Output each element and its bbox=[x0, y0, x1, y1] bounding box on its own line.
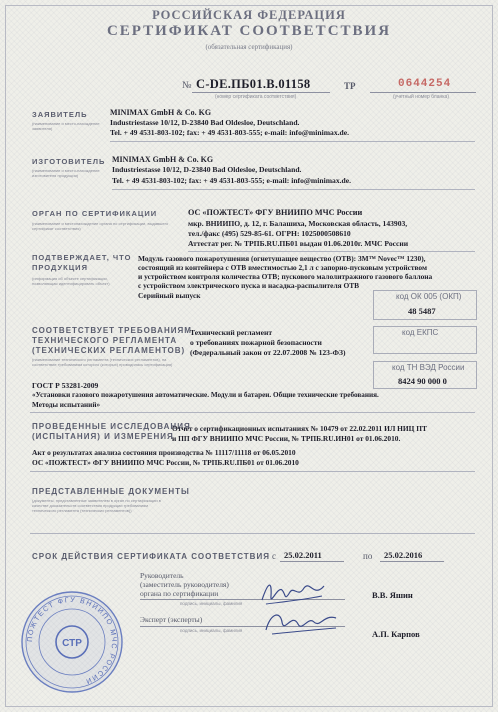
cert-body-accreditation: Аттестат рег. № ТРПБ.RU.ПБ01 выдан 01.06.2010г. МЧС России bbox=[188, 239, 409, 248]
cert-body-label: ОРГАН ПО СЕРТИФИКАЦИИ bbox=[32, 209, 158, 218]
product-serial-production: Серийный выпуск bbox=[138, 291, 201, 300]
tests-label-1: ПРОВЕДЕННЫЕ ИССЛЕДОВАНИЯ bbox=[32, 422, 191, 431]
conformity-caption: (наименование технического регламента (технических регламентов), на соответствие требованиям которого (которых) проводилась сертификация) bbox=[32, 357, 173, 367]
product-line-2: состоящий из контейнера с ОТВ вместимостью 2,1 л с запорно-пусковым устройством bbox=[138, 263, 428, 272]
tnved-code-box bbox=[373, 361, 477, 389]
cert-body-caption: (наименование и местонахождение органа по сертификации, выдавшего сертификат соответствия) bbox=[32, 221, 169, 231]
header-country: РОССИЙСКАЯ ФЕДЕРАЦИЯ bbox=[152, 8, 346, 22]
manufacturer-contacts: Tel. + 49 4531-803-102; fax: + 49 4531-803-555; e-mail: info@minimax.de. bbox=[112, 176, 352, 185]
product-line-1: Модуль газового пожаротушения (огнетушащее вещество (ОТВ): 3M™ Novec™ 1230), bbox=[138, 254, 426, 263]
serial-caption: (учетный номер бланка) bbox=[393, 94, 449, 100]
tnved-code-label: код ТН ВЭД России bbox=[392, 363, 465, 372]
product-label-1: ПОДТВЕРЖДАЕТ, ЧТО bbox=[32, 253, 132, 262]
product-caption: (информация об объекте сертификации, позволяющая идентифицировать объект) bbox=[32, 276, 110, 286]
cert-body-name: ОС «ПОЖТЕСТ» ФГУ ВНИИПО МЧС России bbox=[188, 208, 363, 217]
production-act-line-2: ОС «ПОЖТЕСТ» ФГУ ВНИИПО МЧС России, № ТРПБ.RU.ПБ01 от 01.06.2010 bbox=[32, 458, 299, 467]
header-subtitle: (обязательная сертификация) bbox=[205, 43, 293, 51]
validity-from-word: с bbox=[272, 551, 276, 561]
applicant-name: MINIMAX GmbH & Co. KG bbox=[110, 108, 212, 117]
manufacturer-address: Industriestasse 10/12, D-23840 Bad Oldesloe, Deutschland. bbox=[112, 165, 302, 174]
gost-description-2: Методы испытаний» bbox=[32, 401, 101, 409]
okp-code-value: 48 5487 bbox=[408, 306, 436, 316]
blank-serial-number: 0644254 bbox=[398, 78, 452, 90]
expert-name: А.П. Карпов bbox=[372, 629, 420, 639]
cert-body-phone: тел./факс (495) 529-85-61. ОГРН: 1025000508610 bbox=[188, 229, 351, 238]
head-title-2: (заместитель руководителя) bbox=[140, 580, 229, 589]
conformity-label-1: СООТВЕТСТВУЕТ ТРЕБОВАНИЯМ bbox=[32, 326, 192, 335]
applicant-address: Industriestasse 10/12, D-23840 Bad Oldesloe, Deutschland. bbox=[110, 118, 300, 127]
conformity-label-2: ТЕХНИЧЕСКОГО РЕГЛАМЕНТА bbox=[32, 336, 178, 345]
header-title: СЕРТИФИКАТ СООТВЕТСТВИЯ bbox=[106, 23, 392, 39]
applicant-contacts: Tel. + 49 4531-803-102; fax: + 49 4531-803-555; e-mail: info@minimax.de. bbox=[110, 128, 350, 137]
product-line-4: с устройством электрического пуска и насадка-распылителя ОТВ bbox=[138, 281, 360, 290]
gost-standard: ГОСТ Р 53281-2009 bbox=[32, 381, 99, 390]
manufacturer-name: MINIMAX GmbH & Co. KG bbox=[112, 155, 214, 164]
cert-body-address: мкр. ВНИИПО, д. 12, г. Балашиха, Московская область, 143903, bbox=[188, 219, 408, 228]
expert-signature-icon bbox=[262, 604, 340, 640]
validity-label: СРОК ДЕЙСТВИЯ СЕРТИФИКАТА СООТВЕТСТВИЯ bbox=[32, 552, 270, 561]
validity-to-word: по bbox=[363, 551, 373, 561]
number-prefix: № bbox=[182, 80, 192, 91]
okp-code-label: код ОК 005 (ОКП) bbox=[396, 292, 462, 301]
official-seal-icon bbox=[20, 590, 124, 694]
head-title-3: органа по сертификации bbox=[140, 589, 219, 598]
documents-label: ПРЕДСТАВЛЕННЫЕ ДОКУМЕНТЫ bbox=[32, 487, 190, 496]
applicant-label: ЗАЯВИТЕЛЬ bbox=[32, 110, 88, 119]
tests-label-2: (ИСПЫТАНИЯ) И ИЗМЕРЕНИЯ bbox=[32, 432, 174, 441]
head-title-1: Руководитель bbox=[140, 571, 184, 580]
expert-label: Эксперт (эксперты) bbox=[140, 615, 203, 624]
regulation-line-2: о требованиях пожарной безопасности bbox=[190, 338, 322, 347]
product-label-2: ПРОДУКЦИЯ bbox=[32, 263, 88, 272]
gost-description-1: «Установки газового пожаротушения автоматические. Модули и батареи. Общие технические требования. bbox=[32, 391, 379, 399]
product-line-3: и устройством контроля количества ОТВ; пускового малолитражного газового баллона bbox=[138, 272, 433, 281]
test-report-line-2: и ПП ФГУ ВНИИПО МЧС России, № ТРПБ.RU.ИН01 от 01.06.2010. bbox=[172, 434, 401, 443]
regulation-line-3: (Федеральный закон от 22.07.2008 № 123-ФЗ) bbox=[190, 348, 346, 357]
seal-mark: СТР bbox=[62, 638, 82, 649]
head-signature-caption: подпись, инициалы, фамилия bbox=[180, 601, 243, 606]
documents-caption: (документы, представленные заявителем в орган по сертификации в качестве доказательств соответствия продукции требованиям технического регламента (технических регламентов)) bbox=[32, 498, 161, 513]
expert-signature-caption: подпись, инициалы, фамилия bbox=[180, 628, 243, 633]
head-name: В.В. Яшин bbox=[372, 590, 413, 600]
production-act-line-1: Акт о результатах анализа состояния производства № 11117/11118 от 06.05.2010 bbox=[32, 448, 296, 457]
validity-to-date: 25.02.2016 bbox=[384, 550, 423, 560]
certificate-number: С-DE.ПБ01.В.01158 bbox=[196, 77, 311, 91]
conformity-label-3: (ТЕХНИЧЕСКИХ РЕГЛАМЕНТОВ) bbox=[32, 346, 186, 355]
manufacturer-caption: (наименование и место-нахождение изготовителя продукции) bbox=[32, 168, 100, 178]
ekps-code-label: код ЕКПС bbox=[402, 328, 439, 337]
ekps-code-box bbox=[373, 326, 477, 354]
applicant-caption: (наименование и место-нахождение заявителя) bbox=[32, 121, 100, 131]
tr-mark: ТР bbox=[344, 81, 356, 91]
regulation-line-1: Технический регламент bbox=[190, 328, 273, 337]
manufacturer-label: ИЗГОТОВИТЕЛЬ bbox=[32, 157, 106, 166]
seal-ring-text: ПОЖТЕСТ ФГУ ВНИИПО МЧС РОССИИ bbox=[26, 596, 118, 685]
test-report-line-1: Отчет о сертификационных испытаниях № 10479 от 22.02.2011 ИЛ НИЦ ПТ bbox=[172, 424, 427, 433]
validity-from-date: 25.02.2011 bbox=[284, 550, 322, 560]
number-caption: (номер сертификата соответствия) bbox=[215, 94, 297, 100]
tnved-code-value: 8424 90 000 0 bbox=[398, 376, 447, 386]
okp-code-box bbox=[373, 290, 477, 320]
